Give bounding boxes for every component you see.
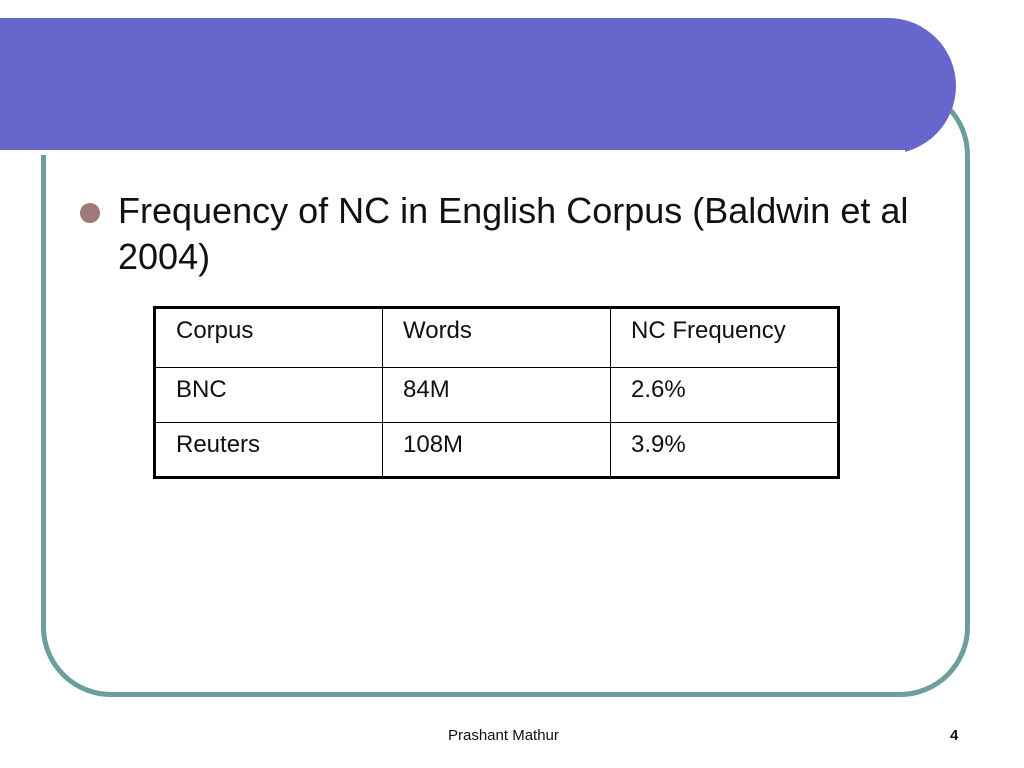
- bullet-dot-icon: [80, 203, 100, 223]
- corpus-frequency-table: [153, 306, 840, 479]
- table-cell: Reuters: [155, 423, 383, 478]
- table-header-cell: Corpus: [155, 308, 383, 368]
- table-cell: 2.6%: [611, 368, 839, 423]
- table-cell: BNC: [155, 368, 383, 423]
- table-row: [155, 423, 839, 478]
- table-row: [155, 368, 839, 423]
- table-cell: 3.9%: [611, 423, 839, 478]
- table-cell: 84M: [383, 368, 611, 423]
- page-number: 4: [950, 727, 959, 744]
- bullet-text: Frequency of NC in English Corpus (Baldwin et al 2004): [118, 190, 909, 277]
- table-header-row: [155, 308, 839, 368]
- table-header-cell: NC Frequency: [611, 308, 839, 368]
- footer-author: Prashant Mathur: [448, 727, 559, 744]
- title-banner: [0, 18, 956, 154]
- title-banner-underline: [0, 150, 905, 155]
- table-header-cell: Words: [383, 308, 611, 368]
- table-cell: 108M: [383, 423, 611, 478]
